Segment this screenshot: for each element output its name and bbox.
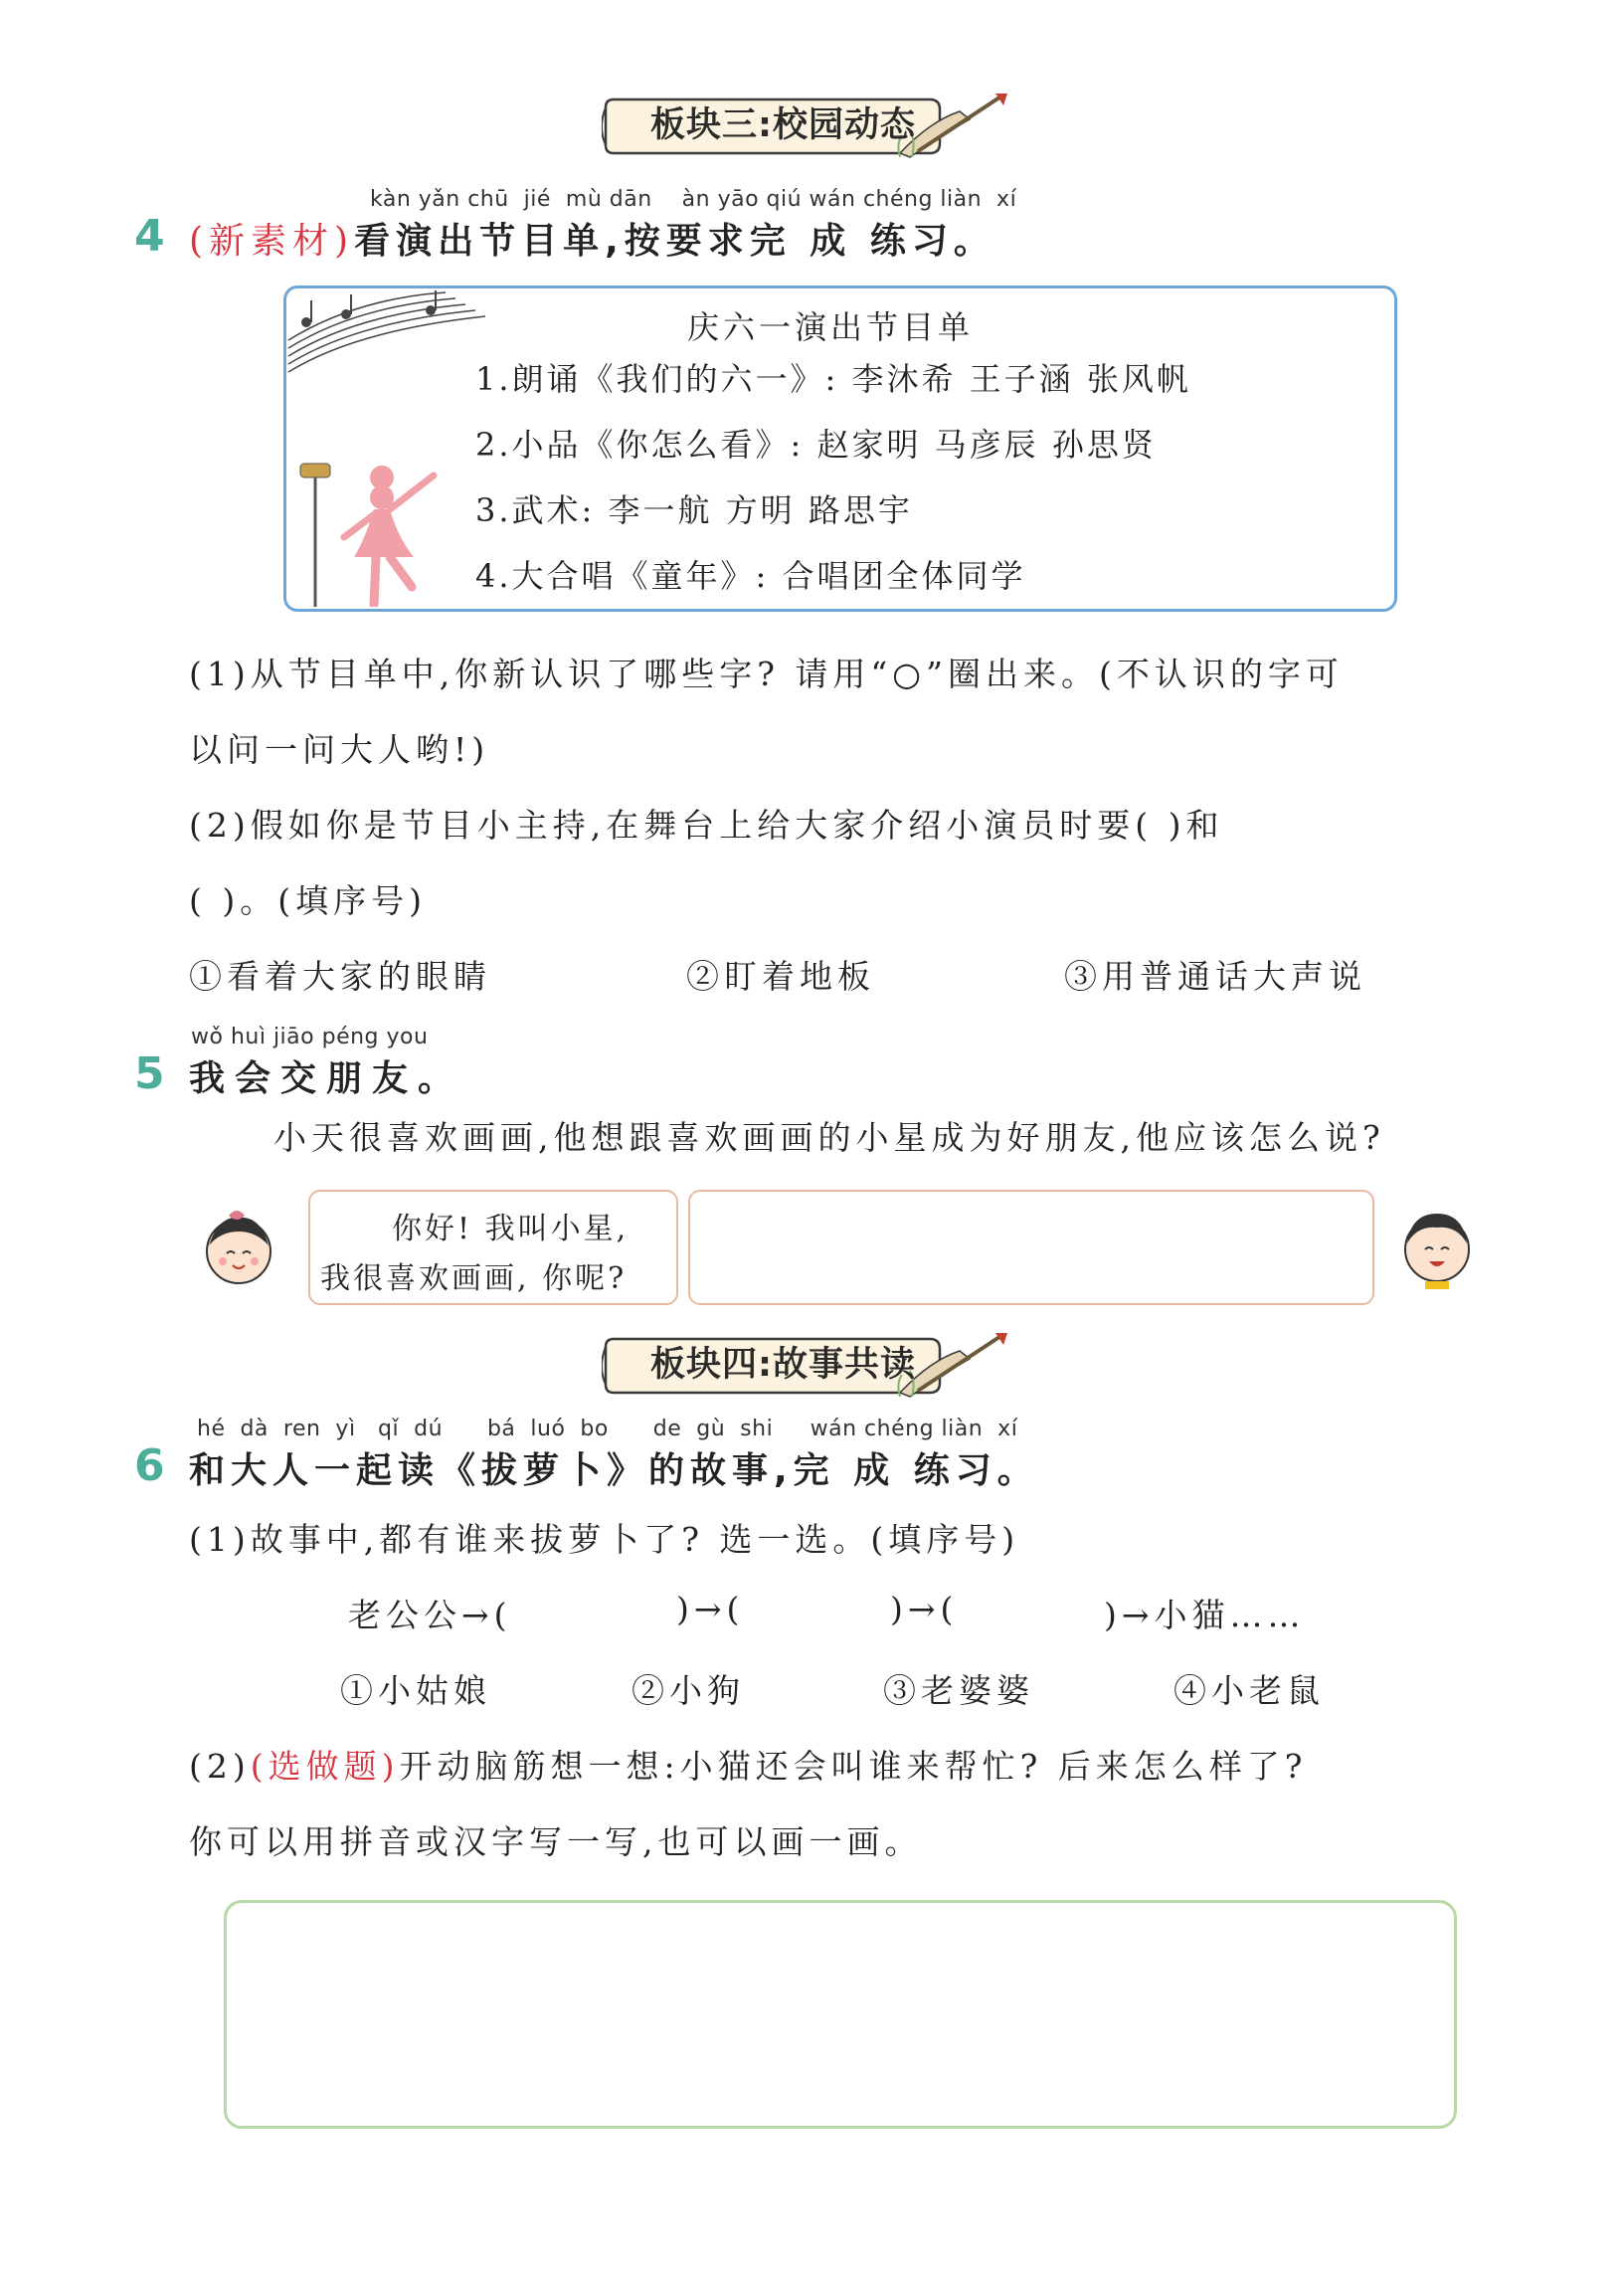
question-prompt: 小天很喜欢画画,他想跟喜欢画画的小星成为好朋友,他应该怎么说?: [273, 1118, 1385, 1157]
chain-end: )→小猫……: [1104, 1596, 1306, 1634]
pinyin-row: hé dà ren yì qǐ dú bá luó bo de gù shi wán chéng liàn xí: [197, 1417, 1018, 1441]
program-item: 3.武术: 李一航 方明 路思宇: [475, 491, 913, 529]
option-2: ②小狗: [632, 1671, 745, 1710]
option-2: ②盯着地板: [686, 957, 875, 996]
option-1: ①看着大家的眼睛: [189, 957, 491, 996]
sub-question-1-cont: 以问一问大人哟!): [189, 730, 490, 769]
section-banner: [602, 92, 1004, 153]
girl-avatar-icon: [199, 1206, 278, 1295]
pinyin-row: kàn yǎn chū jié mù dān àn yāo qiú wán chéng liàn xí: [370, 187, 1017, 212]
chain-mid: )→(: [890, 1590, 959, 1628]
new-material-tag: (新素材): [189, 221, 355, 262]
question-number: 5: [134, 1048, 165, 1099]
section-banner-title: 板块三:校园动态: [650, 105, 916, 145]
program-list-card: [283, 285, 1397, 612]
pinyin-row: wǒ huì jiāo péng you: [191, 1025, 429, 1049]
question-number: 6: [134, 1440, 165, 1491]
option-1: ①小姑娘: [340, 1671, 491, 1710]
section-banner-title: 板块四:故事共读: [650, 1345, 916, 1385]
program-item: 4.大合唱《童年》: 合唱团全体同学: [475, 557, 1026, 595]
option-3: ③老婆婆: [883, 1671, 1034, 1710]
sub-question-2-cont: ( )。(填序号): [189, 881, 427, 920]
question-number: 4: [134, 211, 165, 262]
option-3: ③用普通话大声说: [1064, 957, 1366, 996]
speech-bubble: [308, 1190, 678, 1305]
question-title: 和大人一起读《拔萝卜》的故事,完 成 练习。: [189, 1450, 1039, 1491]
sub-question-1: (1)从节目单中,你新认识了哪些字? 请用“○”圈出来。(不认识的字可: [189, 655, 1344, 693]
chain-mid: )→(: [676, 1590, 745, 1628]
question-title: 我会交朋友。: [189, 1058, 464, 1099]
program-item: 2.小品《你怎么看》: 赵家明 马彦辰 孙思贤: [475, 426, 1157, 464]
dancer-microphone-icon: [294, 458, 444, 607]
sub-question-1: (1)故事中,都有谁来拔萝卜了? 选一选。(填序号): [189, 1520, 1020, 1559]
question-title: (新素材)看演出节目单,按要求完 成 练习。: [189, 221, 995, 262]
bubble-line: 你好! 我叫小星,: [392, 1212, 630, 1246]
optional-tag: (选做题): [250, 1747, 400, 1786]
sub-question-2: (2)(选做题)开动脑筋想一想:小猫还会叫谁来帮忙? 后来怎么样了?: [189, 1747, 1308, 1786]
option-4: ④小老鼠: [1173, 1671, 1325, 1710]
boy-avatar-icon: [1397, 1204, 1477, 1293]
program-title: 庆六一演出节目单: [687, 308, 975, 346]
sub-question-2-cont: 你可以用拼音或汉字写一写,也可以画一画。: [189, 1822, 923, 1861]
sub-question-2: (2)假如你是节目小主持,在舞台上给大家介绍小演员时要( )和: [189, 806, 1224, 845]
bubble-line: 我很喜欢画画, 你呢?: [320, 1261, 628, 1296]
section-banner: [602, 1331, 1004, 1393]
program-item: 1.朗诵《我们的六一》: 李沐希 王子涵 张风帆: [475, 360, 1191, 398]
chain-start: 老公公→(: [348, 1596, 512, 1634]
drawing-answer-box[interactable]: [224, 1900, 1457, 2129]
answer-bubble[interactable]: [688, 1190, 1374, 1305]
